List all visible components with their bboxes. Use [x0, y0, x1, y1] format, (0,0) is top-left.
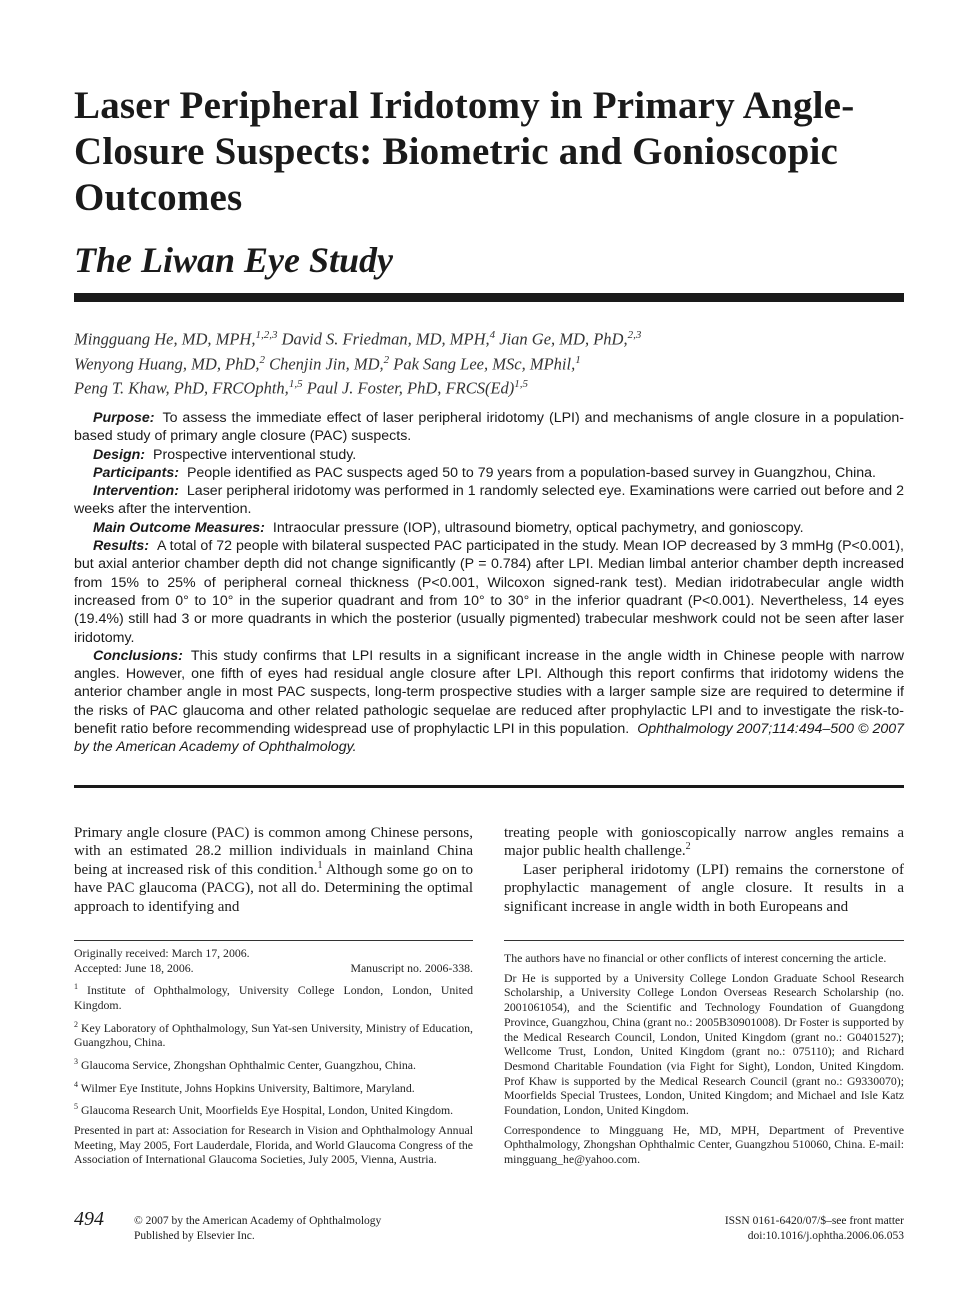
abstract-label: Main Outcome Measures:	[93, 519, 265, 536]
affiliation-marker: 4	[74, 1079, 78, 1089]
affiliation-marker: 2	[74, 1019, 78, 1029]
abstract-divider	[74, 785, 904, 788]
title-divider	[74, 293, 904, 302]
author-line	[74, 350, 904, 375]
abstract-design	[74, 446, 904, 464]
abstract-label: Intervention:	[93, 483, 179, 500]
affiliation-marker: 1	[74, 982, 78, 992]
abstract-text: Prospective interventional study.	[153, 446, 357, 463]
affiliation	[74, 1100, 473, 1118]
body-column-right	[504, 824, 904, 916]
author: David S. Friedman, MD, MPH,	[277, 329, 490, 349]
journal-citation: Ophthalmology 2007;114:494–500 © 2007 by the American Academy of Ophthalmology.	[74, 721, 905, 756]
author-list	[74, 325, 904, 399]
affiliation-marker: 5	[74, 1102, 78, 1112]
affiliation-text: Key Laboratory of Ophthalmology, Sun Yat-sen University, Ministry of Education, Guangzhou, China.	[74, 1020, 473, 1050]
abstract-label: Purpose:	[93, 410, 155, 426]
affiliation-text: Glaucoma Service, Zhongshan Ophthalmic Center, Guangzhou, China.	[78, 1057, 416, 1072]
accepted-row	[74, 961, 473, 976]
body-text: Primary angle closure (PAC) is common among Chinese persons, with an estimated 28.2 million individuals in mainland China being at increased risk of this condition.	[74, 825, 473, 878]
article-title: Laser Peripheral Iridotomy in Primary Angle-Closure Suspects: Biometric and Gonioscopic Outcomes	[74, 84, 855, 219]
author-affiliation-marker: 4	[489, 329, 496, 341]
author-line	[74, 325, 904, 350]
issn: ISSN 0161-6420/07/$–see front matter	[724, 1215, 904, 1227]
body-paragraph	[504, 824, 904, 861]
funding-statement: Dr He is supported by a University College London Graduate School Research Scholarship, a University College London Overseas Research Scholarship (no. 2001061054), and the Scientific and Technology Foundation of Guangdong Province, Guangzhou, China (grant no.: 2005B30901008). Dr Foster is supported by the Medical Research Council, London, United Kingdom (grant no.: G0401527); Wellcome Trust, London, United Kingdom (grant no.: 075110); and Richard Desmond Charitable Foundation (via Fight for Sight), London, United Kingdom. Prof Khaw is supported by the Medical Research Council (grant no.: G9330070); Moorfields Special Trustees, London, United Kingdom; and Michael and Isle Katz Foundation, London, United Kingdom.	[504, 970, 904, 1118]
accepted-date: Accepted: June 18, 2006.	[74, 960, 194, 975]
affiliation	[74, 980, 473, 1012]
body-text: treating people with gonioscopically narrow angles remains a major public health challenge.	[504, 825, 904, 860]
footer-publisher-info	[134, 1214, 381, 1244]
author: Mingguang He, MD, MPH,	[74, 329, 256, 349]
abstract-text: Intraocular pressure (IOP), ultrasound biometry, optical pachymetry, and gonioscopy.	[272, 519, 804, 536]
affiliation-text: Institute of Ophthalmology, University College London, London, United Kingdom.	[74, 983, 473, 1013]
footnote-divider-right	[504, 940, 904, 941]
author-affiliation-marker: 2	[259, 353, 265, 366]
article-subtitle: The Liwan Eye Study	[74, 240, 394, 280]
abstract-text: People identified as PAC suspects aged 50 to 79 years from a population-based survey in Guangzhou, China.	[186, 464, 876, 481]
copyright-line: © 2007 by the American Academy of Ophthalmology	[134, 1215, 382, 1227]
author: Jian Ge, MD, PhD,	[495, 329, 628, 349]
abstract-text: To assess the immediate effect of laser peripheral iridotomy (LPI) and mechanisms of angle closure in a population-based study of primary angle closure (PAC) suspects.	[74, 410, 904, 445]
presentation-note: Presented in part at: Association for Research in Vision and Ophthalmology Annual Meeting, May 2005, Fort Lauderdale, Florida, and World Glaucoma Congress of the Association of International Glaucoma Societies, July 2005, Vienna, Austria.	[74, 1122, 473, 1167]
author-affiliation-marker: 2,3	[627, 329, 642, 341]
affiliation	[74, 1078, 473, 1096]
author-affiliation-marker: 1	[575, 353, 581, 366]
abstract-label: Design:	[93, 446, 146, 463]
footnotes-right	[504, 951, 904, 1172]
author-affiliation-marker: 1,5	[288, 378, 303, 390]
abstract	[74, 409, 904, 757]
author: Wenyong Huang, MD, PhD,	[74, 354, 260, 373]
abstract-text: A total of 72 people with bilateral suspected PAC participated in the study. Mean IOP decreased by 3 mmHg (P<0.001), but axial anterior chamber depth did not change significantly (P = 0.784) after LPI. Median limbal anterior chamber depth increased from 15% to 25% of peripheral corneal thickness (P<0.001, Wilcoxon signed-rank test). Median iridotrabecular angle width increased from 0° to 10° in the superior quadrant and from 10° to 30° in the inferior quadrant (P<0.001). Nevertheless, 14 eyes (19.4%) still had 3 or more quadrants in which the posterior (usually pigmented) trabecular meshwork could not be seen after laser iridotomy.	[74, 538, 904, 646]
author-affiliation-marker: 1,2,3	[255, 329, 278, 341]
body-paragraph	[74, 824, 473, 916]
abstract-participants	[74, 464, 904, 482]
affiliation	[74, 1018, 473, 1050]
conflict-statement: The authors have no financial or other conflicts of interest concerning the article.	[504, 951, 887, 965]
body-paragraph: Laser peripheral iridotomy (LPI) remains the cornerstone of prophylactic management of angle closure. It results in a significant increase in angle width in both Europeans and	[504, 861, 904, 915]
affiliation	[74, 1055, 473, 1073]
author-affiliation-marker: 2	[383, 353, 390, 366]
reference-marker: 2	[685, 841, 691, 853]
abstract-label: Results:	[93, 538, 149, 555]
abstract-outcome-measures	[74, 519, 904, 537]
abstract-label: Conclusions:	[93, 647, 183, 664]
abstract-text: This study confirms that LPI results in a significant increase in the angle width in Chinese people with narrow angles. However, one fifth of eyes had residual angle closure after LPI. Although this report confirms that iridotomy widens the anterior chamber angle in most PAC suspects, long-term prospective studies with a larger sample size are required to determine if the risks of PAC glaucoma and other related pathologic sequelae are reduced after prophylactic LPI and to investigate the risk-to-benefit ratio before recommending widespread use of prophylactic LPI in this population.	[74, 647, 904, 738]
abstract-label: Participants:	[93, 464, 179, 481]
footer-identifiers	[725, 1214, 904, 1244]
author: Pak Sang Lee, MSc, MPhil,	[389, 354, 576, 373]
correspondence: Correspondence to Mingguang He, MD, MPH, Department of Preventive Ophthalmology, Zhongshan Ophthalmic Center, Guangzhou 510060, China. E-mail: mingguang_he@yahoo.com.	[504, 1122, 904, 1167]
author: Peng T. Khaw, PhD, FRCOphth,	[74, 378, 289, 398]
body-text: Although some go on to have PAC glaucoma (PACG), not all do. Determining the optimal approach to identifying and	[74, 861, 474, 915]
abstract-conclusions	[74, 647, 904, 757]
footnotes-left	[74, 946, 473, 1172]
author-line	[74, 374, 904, 399]
author: Paul J. Foster, PhD, FRCS(Ed)	[302, 378, 515, 398]
publisher-line: Published by Elsevier Inc.	[134, 1230, 255, 1242]
affiliation-text: Wilmer Eye Institute, Johns Hopkins University, Baltimore, Maryland.	[78, 1080, 415, 1095]
body-column-left	[74, 824, 473, 916]
affiliation-text: Glaucoma Research Unit, Moorfields Eye Hospital, London, United Kingdom.	[78, 1103, 454, 1118]
footnote-divider-left	[74, 940, 473, 941]
manuscript-number: Manuscript no. 2006-338.	[350, 960, 473, 975]
doi: doi:10.1016/j.ophtha.2006.06.053	[747, 1230, 904, 1242]
received-date: Originally received: March 17, 2006.	[74, 946, 250, 960]
author-affiliation-marker: 1,5	[514, 378, 529, 390]
reference-marker: 1	[317, 859, 323, 871]
abstract-results	[74, 537, 904, 647]
page-number: 494	[74, 1208, 104, 1230]
affiliation-marker: 3	[74, 1057, 78, 1067]
author: Chenjin Jin, MD,	[264, 354, 384, 373]
abstract-intervention	[74, 482, 904, 519]
abstract-text: Laser peripheral iridotomy was performed in 1 randomly selected eye. Examinations were carried out before and 2 weeks after the intervention.	[74, 483, 904, 518]
abstract-purpose	[74, 409, 904, 446]
